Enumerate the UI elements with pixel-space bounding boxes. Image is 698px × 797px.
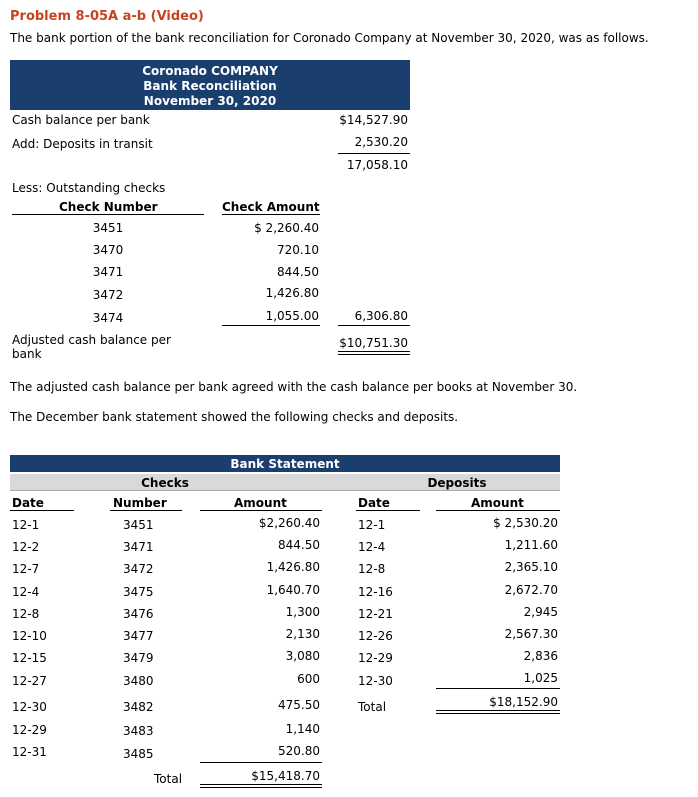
check-date: 12-29 (12, 723, 47, 737)
double-underline (338, 351, 410, 355)
check-amount: 720.10 (277, 243, 319, 257)
check-amount-header: Check Amount (222, 200, 320, 214)
deposit-date: 12-4 (358, 540, 386, 554)
intro-text: The bank portion of the bank reconciliation for Coronado Company at November 30, 2020, was as follows. (10, 31, 649, 45)
check-amount: 3,080 (285, 649, 320, 663)
divider (222, 214, 320, 215)
divider (222, 325, 320, 326)
checks-total: 6,306.80 (354, 309, 408, 323)
deposit-amount: 2,945 (523, 605, 558, 619)
deposit-amount: $ 2,530.20 (493, 516, 558, 530)
check-number: 3472 (92, 288, 124, 302)
checks-total-value: $15,418.70 (251, 769, 320, 783)
deposit-date: 12-26 (358, 629, 393, 643)
deposits-label: Add: Deposits in transit (12, 137, 153, 151)
divider (200, 762, 322, 763)
statement-header (10, 455, 560, 472)
divider (10, 490, 560, 491)
recon-company: Coronado COMPANY (142, 64, 278, 78)
double-underline (200, 784, 322, 788)
cash-balance-value: $14,527.90 (339, 113, 408, 127)
deposit-amount: 1,025 (523, 671, 558, 685)
recon-date: November 30, 2020 (143, 94, 277, 108)
check-date: 12-7 (12, 562, 40, 576)
check-number: 3485 (123, 747, 154, 761)
check-amount: 1,426.80 (266, 560, 320, 574)
check-number: 3472 (123, 562, 154, 576)
check-number: 3477 (123, 629, 154, 643)
check-number: 3476 (123, 607, 154, 621)
subtotal-value: 17,058.10 (346, 158, 408, 172)
check-number: 3451 (123, 518, 154, 532)
check-amount: 1,640.70 (266, 583, 320, 597)
check-number: 3470 (92, 243, 124, 257)
deposit-date: 12-30 (358, 674, 393, 688)
deposits-value: 2,530.20 (354, 135, 408, 149)
divider (356, 510, 420, 511)
adjusted-label: Adjusted cash balance per (12, 333, 171, 347)
check-date: 12-8 (12, 607, 40, 621)
check-number: 3471 (92, 265, 124, 279)
deposit-date: 12-29 (358, 651, 393, 665)
statement-title: Bank Statement (230, 457, 340, 471)
col-dep-date-header: Date (358, 496, 390, 510)
check-amount: 844.50 (278, 538, 320, 552)
deposits-total-label: Total (358, 700, 387, 714)
divider (338, 325, 410, 326)
check-date: 12-31 (12, 745, 47, 759)
adjusted-label-cont: bank (12, 347, 42, 361)
divider (436, 510, 560, 511)
divider (12, 214, 204, 215)
deposits-total-value: $18,152.90 (489, 695, 558, 709)
deposit-amount: 1,211.60 (504, 538, 558, 552)
check-date: 12-30 (12, 700, 47, 714)
check-amount: 475.50 (278, 698, 320, 712)
paragraph-2: The December bank statement showed the following checks and deposits. (10, 410, 459, 424)
check-date: 12-4 (12, 585, 40, 599)
check-amount: 1,140 (285, 722, 320, 736)
divider (10, 510, 74, 511)
check-amount: 520.80 (278, 744, 320, 758)
check-amount: 600 (297, 672, 320, 686)
check-date: 12-2 (12, 540, 40, 554)
divider (200, 510, 322, 511)
divider (110, 510, 182, 511)
problem-title: Problem 8-05A a-b (Video) (10, 9, 204, 24)
deposit-amount: 2,567.30 (504, 627, 558, 641)
recon-subtitle: Bank Reconciliation (143, 79, 277, 93)
double-underline (436, 710, 560, 714)
col-date-header: Date (12, 496, 44, 510)
divider (338, 153, 410, 154)
check-number: 3482 (123, 700, 154, 714)
check-amount: 1,300 (285, 605, 320, 619)
check-number: 3483 (123, 724, 154, 738)
check-number-header: Check Number (59, 200, 158, 214)
less-label: Less: Outstanding checks (12, 181, 166, 195)
deposit-date: 12-1 (358, 518, 386, 532)
col-number-header: Number (113, 496, 167, 510)
deposits-header: Deposits (427, 476, 487, 490)
check-date: 12-1 (12, 518, 40, 532)
check-number: 3471 (123, 540, 154, 554)
check-amount: 844.50 (277, 265, 319, 279)
divider (436, 688, 560, 689)
deposit-date: 12-16 (358, 585, 393, 599)
paragraph-1: The adjusted cash balance per bank agreed with the cash balance per books at November 30. (10, 380, 578, 394)
check-date: 12-27 (12, 674, 47, 688)
cash-balance-label: Cash balance per bank (12, 113, 150, 127)
checks-header: Checks (141, 476, 189, 490)
check-number: 3474 (92, 311, 124, 325)
check-number: 3451 (92, 221, 124, 235)
col-dep-amount-header: Amount (471, 496, 524, 510)
check-date: 12-15 (12, 651, 47, 665)
adjusted-balance: $10,751.30 (339, 336, 408, 350)
check-amount: 1,426.80 (265, 286, 319, 300)
checks-total-label: Total (154, 772, 183, 786)
check-number: 3475 (123, 585, 154, 599)
check-amount: $2,260.40 (258, 516, 320, 530)
check-amount: 2,130 (285, 627, 320, 641)
check-date: 12-10 (12, 629, 47, 643)
check-amount: $ 2,260.40 (254, 221, 319, 235)
recon-header (10, 60, 410, 110)
check-number: 3480 (123, 674, 154, 688)
deposit-amount: 2,672.70 (504, 583, 558, 597)
deposit-date: 12-8 (358, 562, 386, 576)
deposit-amount: 2,836 (523, 649, 558, 663)
check-amount: 1,055.00 (265, 309, 319, 323)
deposit-amount: 2,365.10 (504, 560, 558, 574)
check-number: 3479 (123, 651, 154, 665)
deposit-date: 12-21 (358, 607, 393, 621)
col-amount-header: Amount (234, 496, 287, 510)
